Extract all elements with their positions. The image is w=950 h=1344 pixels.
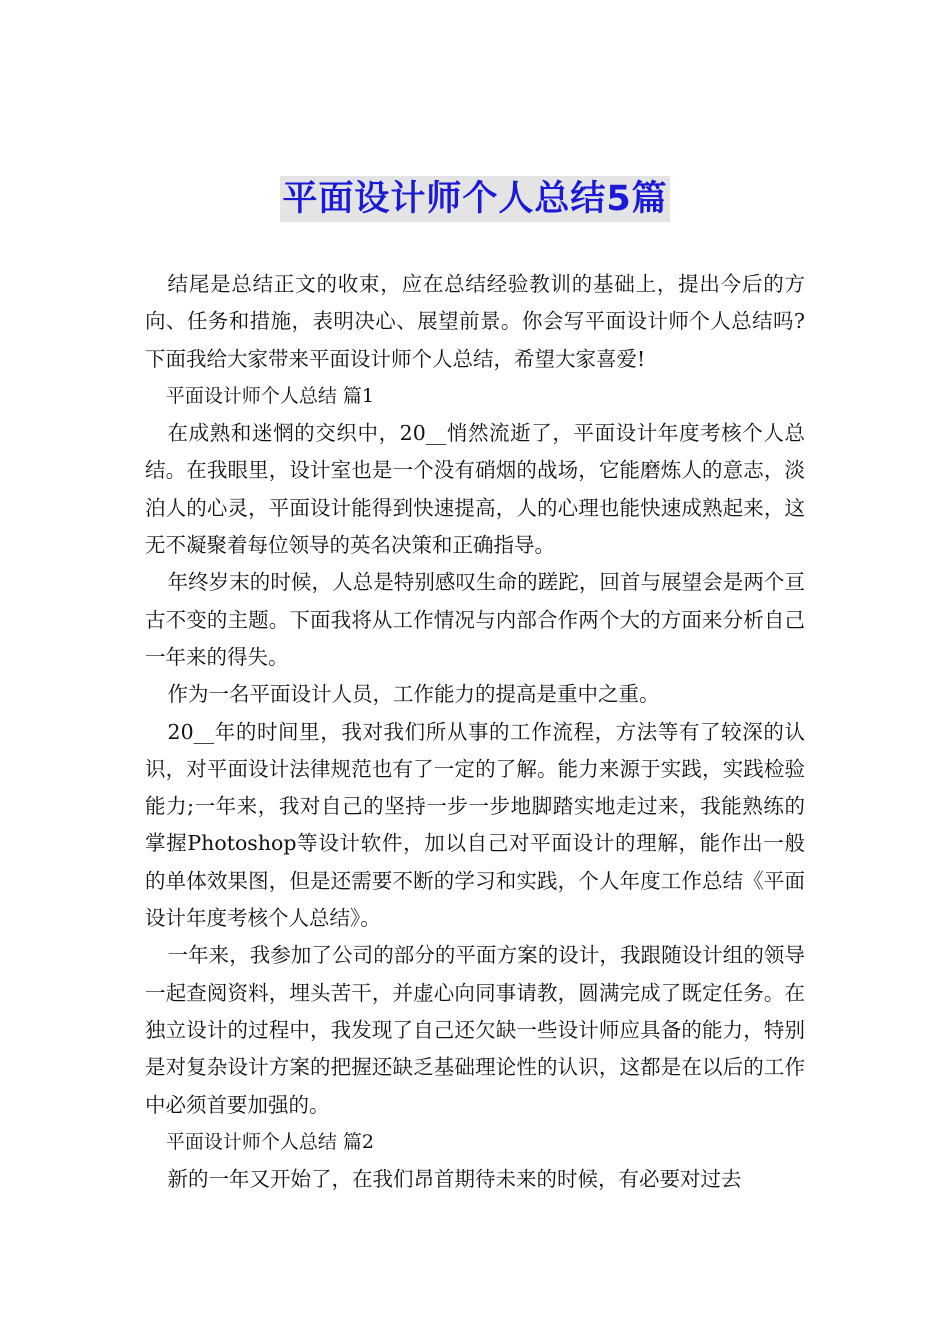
paragraph: 年终岁末的时候，人总是特别感叹生命的蹉跎，回首与展望会是两个亘古不变的主题。下面我将从工作情况与内部合作两个大的方面来分析自己一年来的得失。 [145, 570, 805, 669]
paragraph: 20__年的时间里，我对我们所从事的工作流程，方法等有了较深的认识，对平面设计法律规范也有了一定的了解。能力来源于实践，实践检验能力;一年来，我对自己的坚持一步一步地脚踏实地走过来，我能熟练的掌握Photoshop等设计软件，加以自己对平面设计的理解，能作出一般的单体效果图，但是还需要不断的学习和实践，个人年度工作总结《平面设计年度考核个人总结》。 [145, 719, 805, 931]
section-heading-2: 平面设计师个人总结 篇2 [165, 1130, 375, 1153]
paragraph: 在成熟和迷惘的交织中，20__悄然流逝了，平面设计年度考核个人总结。在我眼里，设计室也是一个没有硝烟的战场，它能磨炼人的意志，淡泊人的心灵，平面设计能得到快速提高，人的心理也能快速成熟起来，这无不凝聚着每位领导的英名决策和正确指导。 [145, 421, 805, 558]
paragraph: 作为一名平面设计人员，工作能力的提高是重中之重。 [167, 682, 660, 707]
paragraph: 一年来，我参加了公司的部分的平面方案的设计，我跟随设计组的领导一起查阅资料，埋头苦干，并虚心向同事请教，圆满完成了既定任务。在独立设计的过程中，我发现了自己还欠缺一些设计师应具备的能力，特别是对复杂设计方案的把握还缺乏基础理论性的认识，这都是在以后的工作中必须首要加强的。 [145, 943, 805, 1117]
section-heading-1: 平面设计师个人总结 篇1 [165, 384, 375, 407]
document-body [145, 266, 805, 1198]
document-title: 平面设计师个人总结5篇 [280, 176, 669, 222]
paragraph: 新的一年又开始了，在我们昂首期待未来的时候，有必要对过去 [167, 1167, 742, 1192]
paragraph-intro: 结尾是总结正文的收束，应在总结经验教训的基础上，提出今后的方向、任务和措施，表明决心、展望前景。你会写平面设计师个人总结吗?下面我给大家带来平面设计师个人总结，希望大家喜爱! [145, 272, 805, 371]
title-container [0, 176, 950, 222]
